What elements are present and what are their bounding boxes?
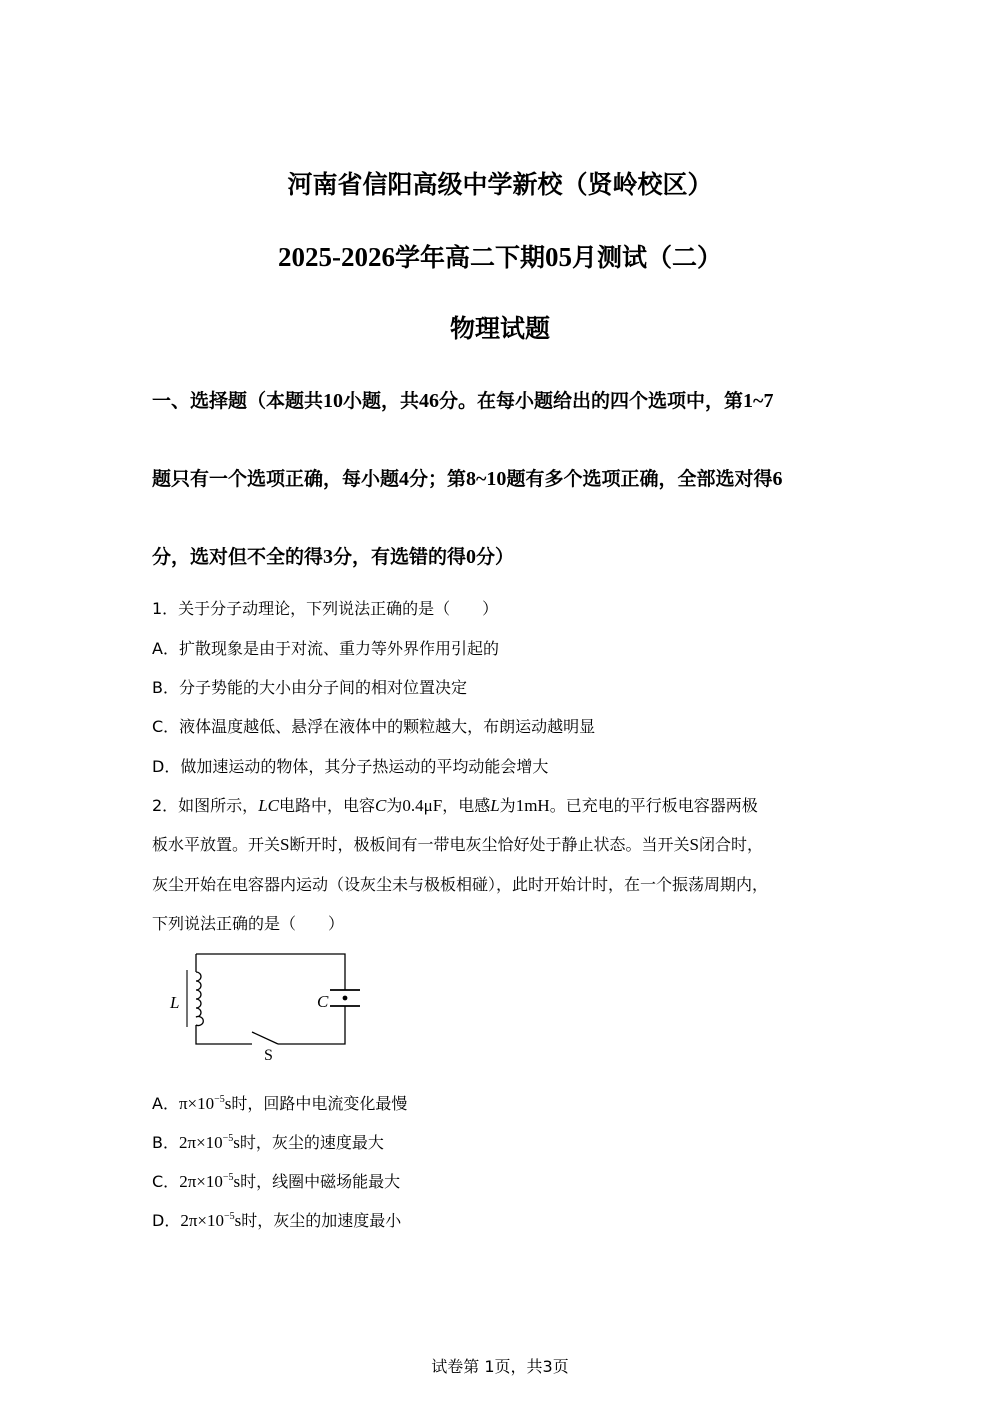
school-title: 河南省信阳高级中学新校（贤岭校区） [287, 170, 713, 199]
q2-option-a: A．$\pi\times 10^{-5}s$时，回路中电流变化最慢 [152, 1094, 408, 1113]
q1-stem: 1．关于分子动理论，下列说法正确的是（ ） [152, 599, 499, 618]
q1-option-c: C．液体温度越低、悬浮在液体中的颗粒越大，布朗运动越明显 [152, 717, 596, 736]
section-heading-line3: 分，选对但不全的得3分，有选错的得0分） [152, 546, 515, 568]
q2-option-c: C．$2\pi\times 10^{-5}s$时，线圈中磁场能最大 [152, 1172, 401, 1191]
lc-circuit-diagram [160, 945, 370, 1067]
q2-stem-line2: 板水平放置。开关S断开时，极板间有一带电灰尘恰好处于静止状态。当开关S闭合时， [152, 835, 763, 854]
exam-year: 2025-2026 [277, 242, 395, 272]
q2-stem-line3: 灰尘开始在电容器内运动（设灰尘未与极板相碰），此时开始计时，在一个振荡周期内， [152, 875, 769, 894]
label-C: C [317, 992, 329, 1011]
section-heading-line1: 一、选择题（本题共10小题，共46分。在每小题给出的四个选项中，第1~7 [152, 390, 774, 412]
page-footer: 试卷第 1页，共3页 [431, 1357, 569, 1376]
exam-tail: 月测试（二） [572, 243, 723, 272]
exam-term: 学年高二下期 [394, 243, 545, 272]
q1-option-b: B．分子势能的大小由分子间的相对位置决定 [152, 678, 467, 697]
exam-month: 05 [545, 242, 572, 272]
q2-option-d: D．$2\pi\times 10^{-5}s$时，灰尘的加速度最小 [152, 1211, 402, 1230]
q1-option-d: D．做加速运动的物体，其分子热运动的平均动能会增大 [152, 757, 549, 776]
label-S: S [264, 1047, 273, 1064]
section-heading-line2: 题只有一个选项正确，每小题4分；第8~10题有多个选项正确，全部选对得6 [152, 468, 783, 490]
q2-option-b: B．$2\pi\times 10^{-5}s$时，灰尘的速度最大 [152, 1133, 384, 1152]
exam-title [0, 241, 1000, 274]
q2-stem-line1: 2．如图所示，LC电路中，电容C为0.4μF，电感L为1mH。已充电的平行板电容器两极 [152, 796, 758, 815]
subject-title: 物理试题 [449, 314, 550, 343]
label-L: L [170, 993, 180, 1012]
q1-option-a: A．扩散现象是由于对流、重力等外界作用引起的 [152, 639, 499, 658]
q2-stem-line4: 下列说法正确的是（ ） [152, 914, 345, 933]
dust-particle [343, 996, 348, 1001]
